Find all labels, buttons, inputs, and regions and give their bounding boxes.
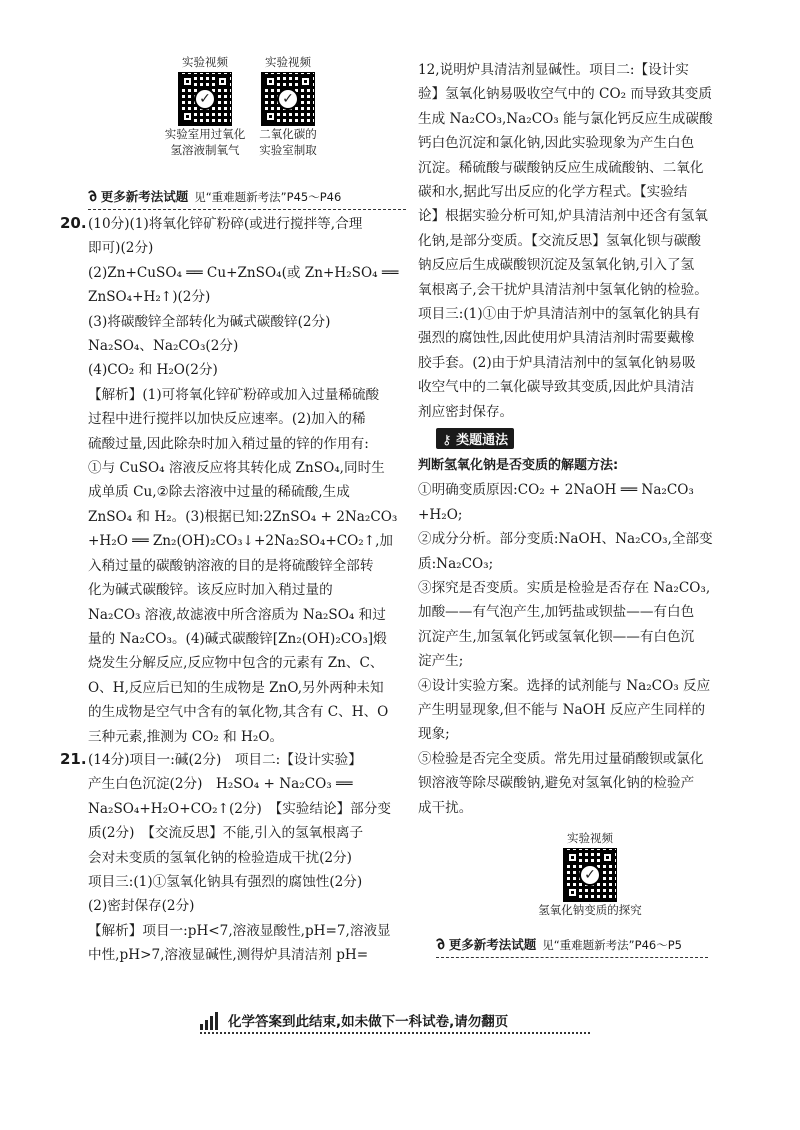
- answer-line: 硫酸过量,因此除杂时加入稍过量的锌的作用有:: [88, 435, 369, 452]
- more-questions-link-left[interactable]: [83, 185, 406, 206]
- method-line: 产生明显现象,但不能与 NaOH 反应产生同样的: [418, 702, 706, 719]
- answer-line: Na₂SO₄、Na₂CO₃(2分): [88, 338, 239, 355]
- method-tag-label: 类题通法: [456, 433, 509, 448]
- analysis-line: 钙白色沉淀和氯化钠,因此实验现象为产生白色: [418, 135, 695, 152]
- method-line: 成干扰。: [418, 799, 473, 816]
- analysis-line: 碳和水,据此写出反应的化学方程式。【实验结: [418, 184, 688, 201]
- analysis-line: 验】氢氧化钠易吸收空气中的 CO₂ 而导致其变质: [418, 86, 712, 103]
- analysis-line: 钠反应后生成碳酸钡沉淀及氢氧化钠,引入了氢: [418, 257, 695, 274]
- question-number-20: 20.: [60, 214, 87, 232]
- qr-caption-line1: 二氧化碳的: [259, 127, 317, 141]
- checkmark-icon: ✓: [277, 88, 299, 110]
- answer-line: (10分)(1)将氧化锌矿粉碎(或进行搅拌等,合理: [88, 216, 363, 232]
- qr-caption-line2: 实验室制取: [259, 143, 317, 157]
- answer-line: Na₂CO₃ 溶液,故滤液中所含溶质为 Na₂SO₄ 和过: [88, 606, 386, 623]
- method-line: ④设计实验方案。选择的试剂能与 Na₂CO₃ 反应: [418, 677, 711, 694]
- more-label: 更多新考法试题: [100, 189, 189, 204]
- analysis-line: 胶手套。(2)由于炉具清洁剂中的氢氧化钠易吸: [418, 354, 696, 371]
- answer-line: 项目三:(1)①氢氧化钠具有强烈的腐蚀性(2分): [88, 874, 363, 891]
- method-tag: [436, 428, 514, 449]
- method-line: 沉淀产生,加氢氧化钙或氢氧化钡——有白色沉: [418, 628, 695, 645]
- footer-text: 化学答案到此结束,如未做下一科试卷,请勿翻页: [228, 1014, 509, 1030]
- more-label: 更多新考法试题: [448, 937, 537, 952]
- answer-line: ①与 CuSO₄ 溶液反应将其转化成 ZnSO₄,同时生: [88, 460, 385, 477]
- answer-line: ZnSO₄ 和 H₂。(3)根据已知:2ZnSO₄ + 2Na₂CO₃: [88, 508, 398, 525]
- answer-line: 成单质 Cu,②除去溶液中过量的稀硫酸,生成: [88, 484, 350, 501]
- checkmark-icon: ✓: [579, 864, 601, 886]
- answer-line: (4)CO₂ 和 H₂O(2分): [88, 362, 218, 379]
- answer-20: [88, 212, 406, 749]
- answer-21: [88, 748, 406, 968]
- method-line: 钡溶液等除尽碳酸钠,避免对氢氧化钠的检验产: [418, 775, 695, 792]
- more-ref: 见“重难题新考法”P46～P5: [542, 938, 682, 952]
- qr-block-naoh: [520, 830, 660, 918]
- answer-line: 入稍过量的碳酸钠溶液的目的是将硫酸锌全部转: [88, 557, 374, 574]
- answer-line: 即可)(2分): [88, 240, 154, 257]
- answer-line: 会对未变质的氢氧化钠的检验造成干扰(2分): [88, 849, 352, 866]
- method-line: 淀产生;: [418, 653, 464, 670]
- method-line: 质:Na₂CO₃;: [418, 555, 494, 572]
- qr-code-icon[interactable]: [563, 848, 617, 902]
- analysis-line: 收空气中的二氧化碳导致其变质,因此炉具清洁: [418, 379, 695, 396]
- method-line: 现象;: [418, 726, 450, 743]
- method-line: ③探究是否变质。实质是检验是否存在 Na₂CO₃,: [418, 580, 711, 597]
- right-column-analysis: [418, 58, 740, 424]
- qr-title: 实验视频: [265, 55, 311, 69]
- answer-line: (2)Zn+CuSO₄ ══ Cu+ZnSO₄(或 Zn+H₂SO₄ ══: [88, 264, 399, 281]
- footer-notice: [200, 1010, 508, 1034]
- qr-caption-line1: 实验室用过氧化: [164, 127, 246, 141]
- qr-code-icon[interactable]: [261, 72, 315, 126]
- answer-line: 过程中进行搅拌以加快反应速率。(2)加入的稀: [88, 411, 366, 428]
- method-line: ⑤检验是否完全变质。常先用过量硝酸钡或氯化: [418, 750, 704, 767]
- answer-line: 【解析】(1)可将氧化锌矿粉碎或加入过量稀硫酸: [88, 386, 380, 403]
- checkmark-icon: ✓: [194, 88, 216, 110]
- key-icon: ⚷: [442, 433, 452, 448]
- answer-line: 化为碱式碳酸锌。该反应时加入稍过量的: [88, 582, 333, 599]
- bar-chart-icon: [200, 1012, 220, 1034]
- qr-caption-line1: 氢氧化钠变质的探究: [538, 903, 642, 917]
- answer-line: (14分)项目一:碱(2分) 项目二:【设计实验】: [88, 752, 362, 768]
- answer-line: O、H,反应后已知的生成物是 ZnO,另外两种未知: [88, 679, 384, 696]
- method-line: +H₂O;: [418, 506, 463, 523]
- analysis-line: 论】根据实验分析可知,炉具清洁剂中还含有氢氧: [418, 208, 708, 225]
- analysis-line: 化钠,是部分变质。【交流反思】氢氧化钡与碳酸: [418, 232, 701, 249]
- answer-line: 产生白色沉淀(2分) H₂SO₄ + Na₂CO₃ ══: [88, 776, 353, 793]
- answer-line: (3)将碳酸锌全部转化为碱式碳酸锌(2分): [88, 313, 331, 330]
- more-questions-link-right[interactable]: [431, 933, 708, 954]
- answer-line: (2)密封保存(2分): [88, 898, 195, 915]
- answer-line: 三种元素,推测为 CO₂ 和 H₂O。: [88, 728, 284, 745]
- answer-line: 量的 Na₂CO₃。(4)碱式碳酸锌[Zn₂(OH)₂CO₃]煅: [88, 630, 387, 647]
- answer-line: 质(2分) 【交流反思】不能,引入的氢氧根离子: [88, 825, 364, 842]
- method-body: [418, 454, 740, 820]
- analysis-line: 氧根离子,会干扰炉具清洁剂中氢氧化钠的检验。: [418, 281, 708, 298]
- qr-caption-line2: 氢溶液制氧气: [170, 143, 240, 157]
- analysis-line: 项目三:(1)①由于炉具清洁剂中的氢氧化钠具有: [418, 306, 701, 323]
- question-number-21: 21.: [60, 750, 87, 768]
- method-line: 加酸——有气泡产生,加钙盐或钡盐——有白色: [418, 604, 695, 621]
- answer-line: 的生成物是空气中含有的氧化物,其含有 C、H、O: [88, 704, 389, 721]
- method-title: 判断氢氧化钠是否变质的解题方法:: [418, 458, 619, 473]
- qr-block-hydrogen-peroxide: [160, 54, 250, 158]
- qr-title: 实验视频: [182, 55, 228, 69]
- link-icon: ∂: [431, 933, 449, 954]
- answer-line: 烧发生分解反应,反应物中包含的元素有 Zn、C、: [88, 655, 384, 672]
- answer-line: ZnSO₄+H₂↑)(2分): [88, 289, 211, 306]
- answer-line: 【解析】项目一:pH<7,溶液显酸性,pH=7,溶液显: [88, 922, 391, 939]
- method-line: ①明确变质原因:CO₂ + 2NaOH ══ Na₂CO₃: [418, 482, 694, 499]
- analysis-line: 生成 Na₂CO₃,Na₂CO₃ 能与氯化钙反应生成碳酸: [418, 110, 713, 127]
- analysis-line: 剂应密封保存。: [418, 403, 514, 420]
- analysis-line: 沉淀。稀硫酸与碳酸钠反应生成硫酸钠、二氧化: [418, 159, 704, 176]
- qr-block-carbon-dioxide: [243, 54, 333, 158]
- analysis-line: 强烈的腐蚀性,因此使用炉具清洁剂时需要戴橡: [418, 330, 695, 347]
- answer-line: +H₂O ══ Zn₂(OH)₂CO₃↓+2Na₂SO₄+CO₂↑,加: [88, 533, 394, 550]
- method-section-header: [436, 428, 514, 449]
- qr-title: 实验视频: [567, 831, 613, 845]
- link-icon: ∂: [83, 185, 101, 206]
- method-line: ②成分分析。部分变质:NaOH、Na₂CO₃,全部变: [418, 531, 713, 548]
- more-ref: 见“重难题新考法”P45～P46: [194, 190, 342, 204]
- answer-line: Na₂SO₄+H₂O+CO₂↑(2分) 【实验结论】部分变: [88, 800, 391, 817]
- qr-code-icon[interactable]: [178, 72, 232, 126]
- answer-line: 中性,pH>7,溶液显碱性,测得炉具清洁剂 pH=: [88, 947, 369, 964]
- analysis-line: 12,说明炉具清洁剂显碱性。项目二:【设计实: [418, 62, 689, 78]
